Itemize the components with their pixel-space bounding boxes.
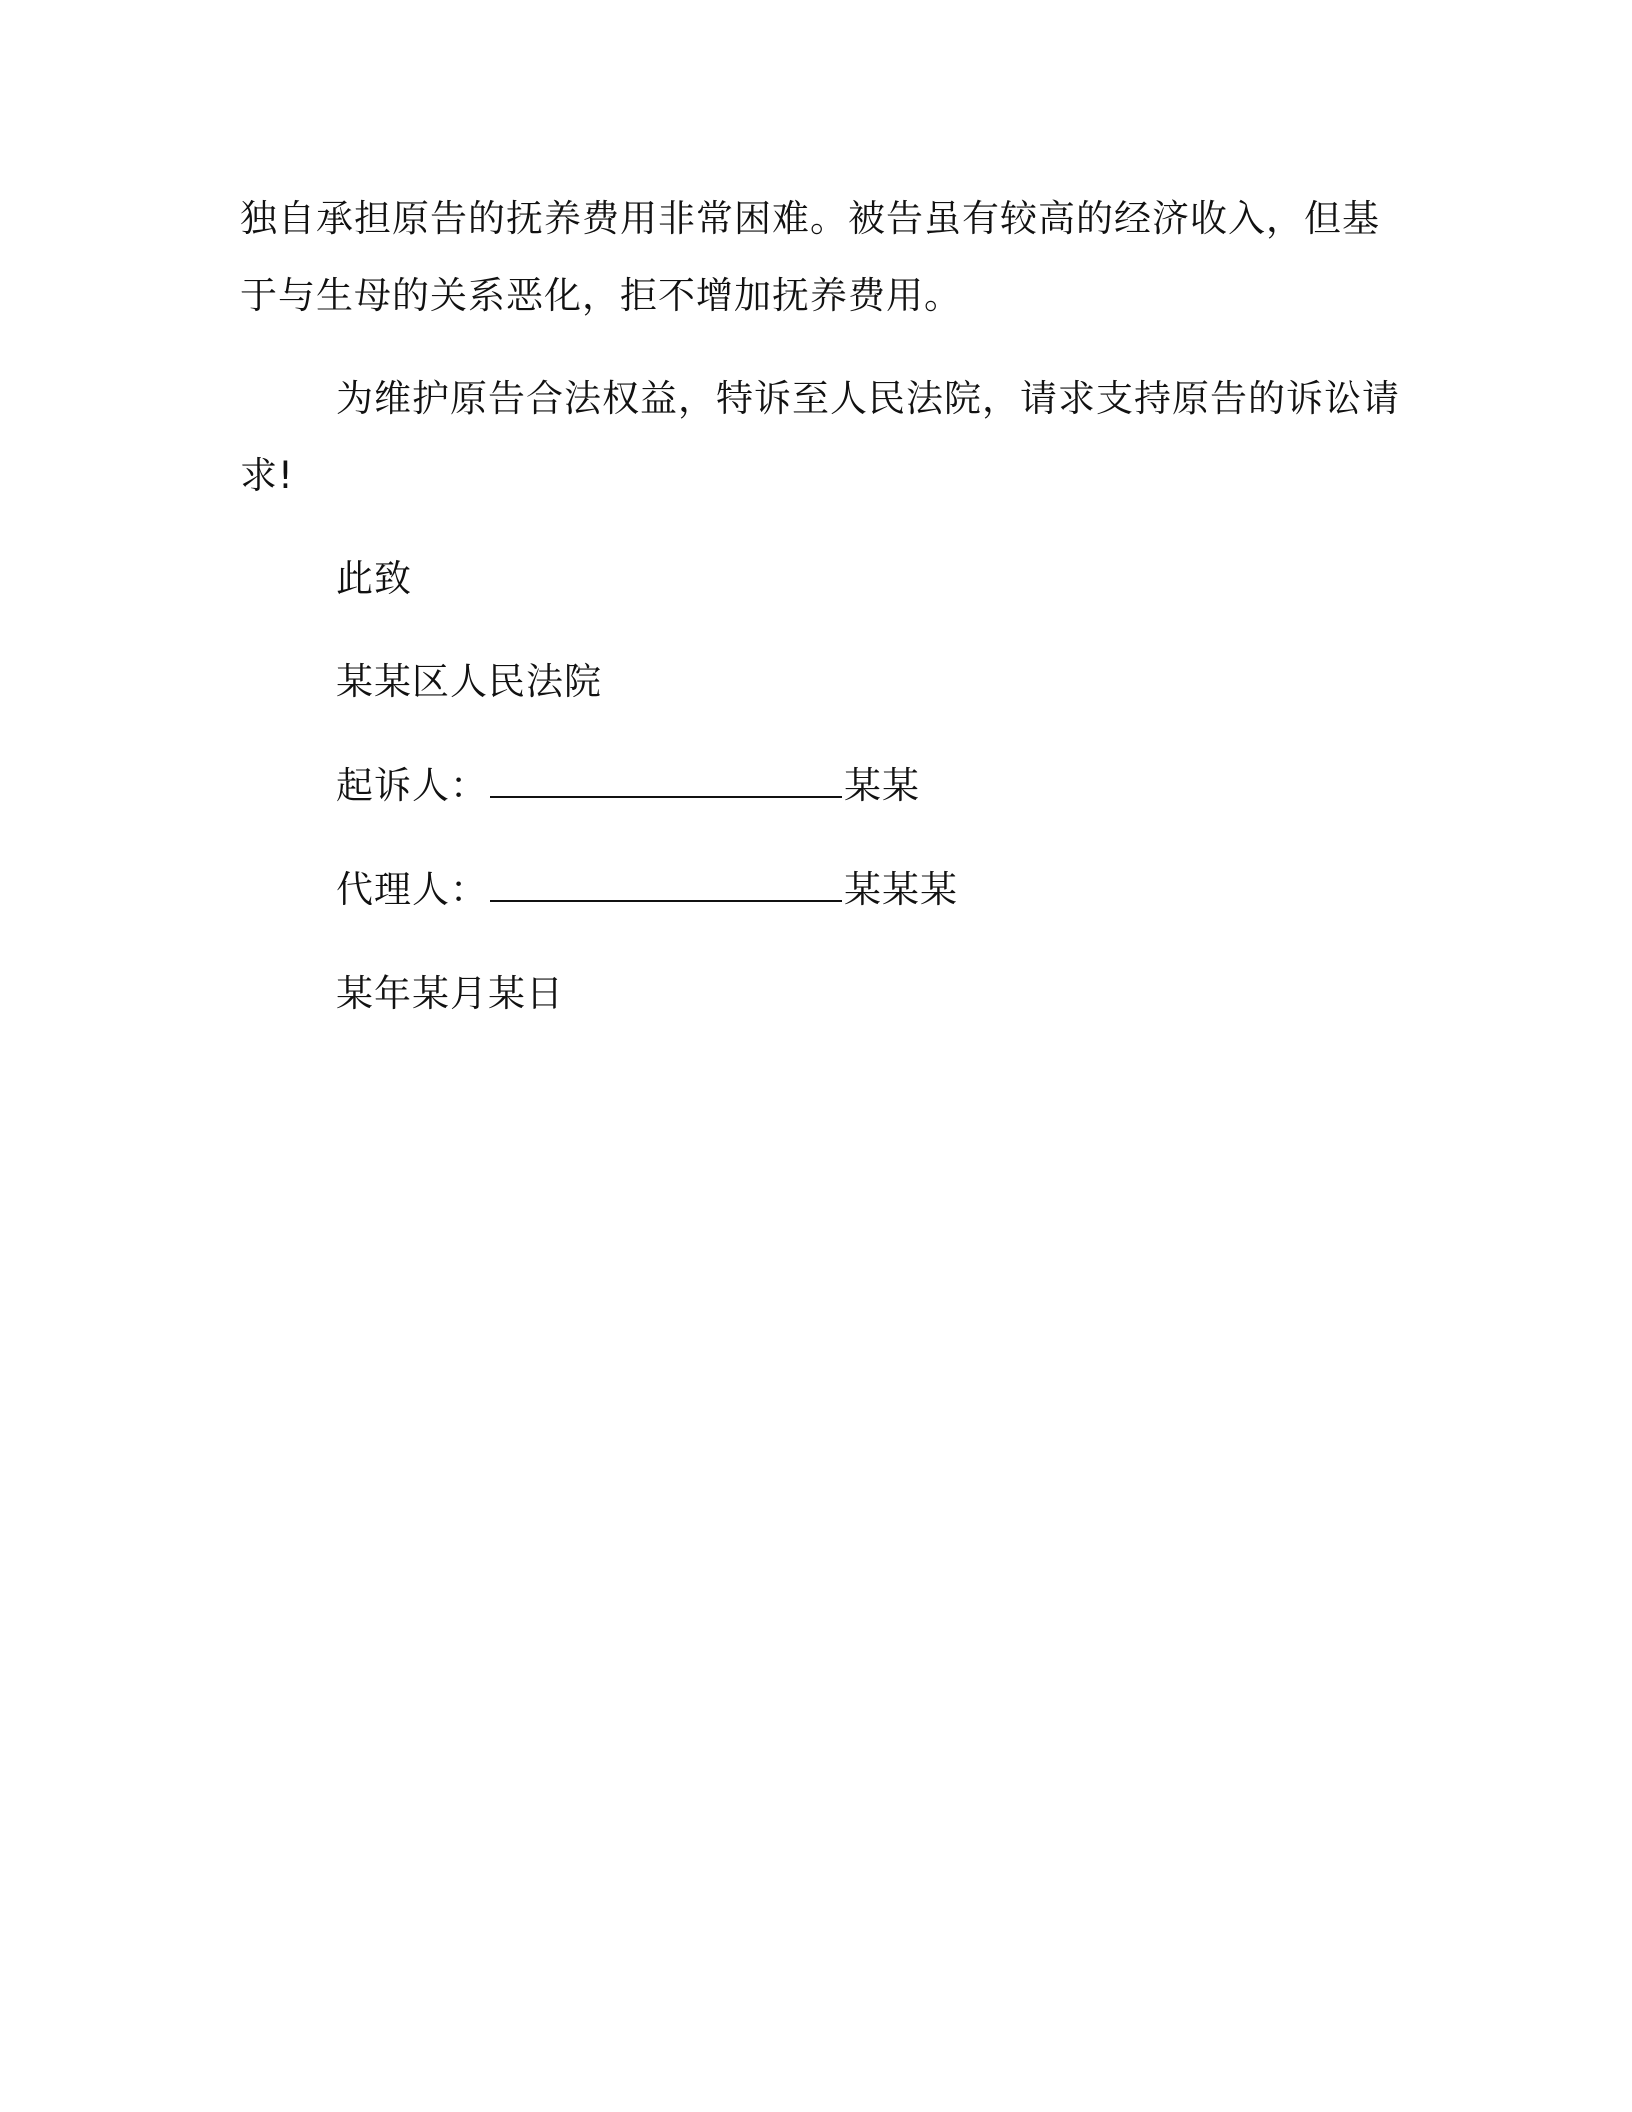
plaintiff-signature-line (336, 761, 920, 811)
plaintiff-label: 起诉人： (336, 764, 488, 807)
court-name: 某某区人民法院 (336, 660, 602, 703)
paragraph-line: 于与生母的关系恶化，拒不增加抚养费用。 (240, 274, 962, 317)
paragraph-support-costs (240, 180, 1390, 334)
paragraph-request (240, 360, 1400, 514)
paragraph-line: 独自承担原告的抚养费用非常困难。被告虽有较高的经济收入，但基 (240, 197, 1380, 240)
signature-blank (490, 866, 842, 902)
paragraph-line: 求! (240, 454, 294, 497)
plaintiff-name: 某某 (844, 764, 920, 807)
salutation: 此致 (336, 557, 412, 600)
agent-name: 某某某 (844, 868, 958, 911)
signature-blank (490, 762, 842, 798)
document-date: 某年某月某日 (336, 972, 564, 1015)
agent-label: 代理人： (336, 868, 488, 911)
paragraph-line: 为维护原告合法权益，特诉至人民法院，请求支持原告的诉讼请 (336, 377, 1400, 420)
agent-signature-line (336, 865, 958, 915)
